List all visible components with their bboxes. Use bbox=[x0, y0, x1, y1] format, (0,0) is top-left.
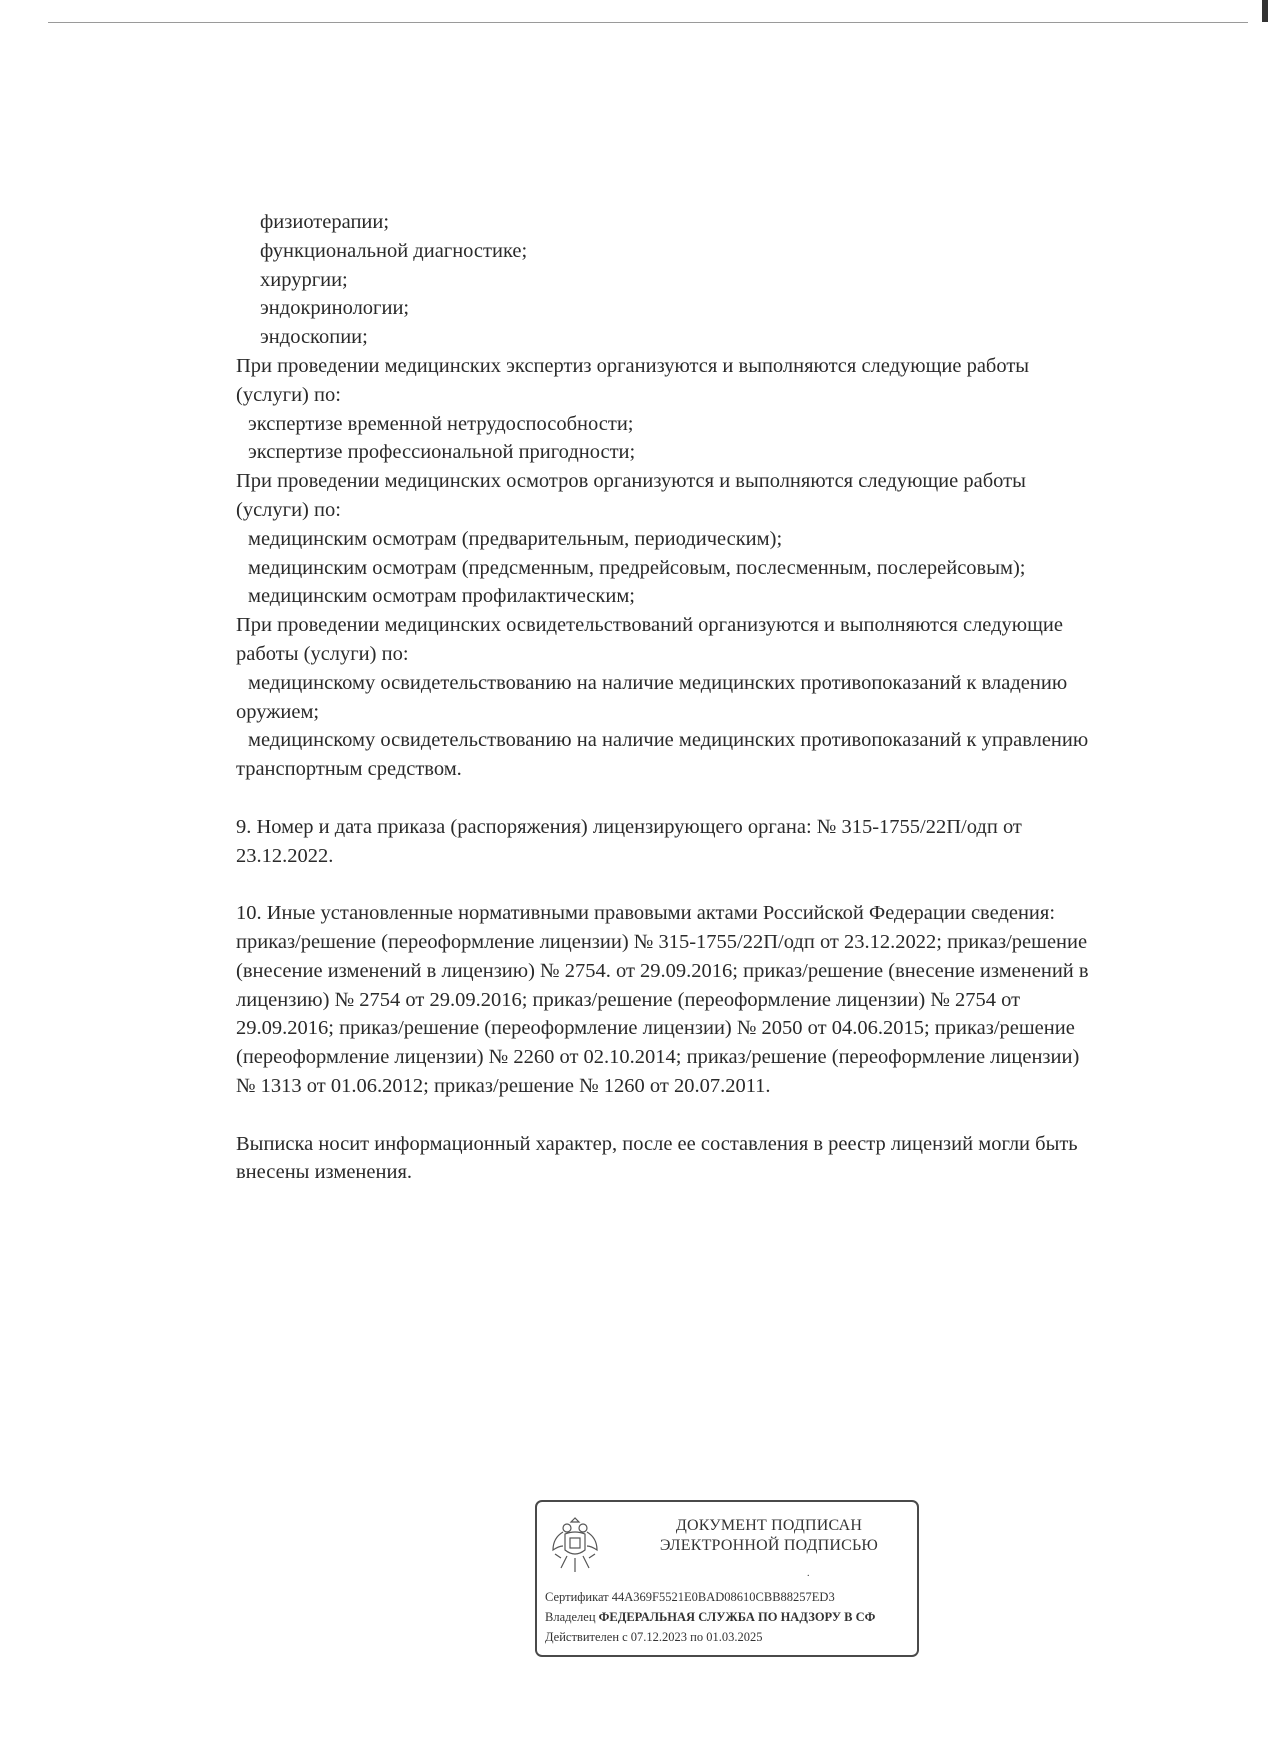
text-line: экспертизе профессиональной пригодности; bbox=[248, 441, 636, 464]
text-line: эндоскопии; bbox=[260, 326, 368, 349]
section-10-other-info bbox=[236, 899, 1216, 1101]
text-line: (внесение изменений в лицензию) № 2754. от 29.09.2016; приказ/решение (внесение изменений в bbox=[236, 959, 1089, 982]
text-line: № 1313 от 01.06.2012; приказ/решение № 1260 от 20.07.2011. bbox=[236, 1074, 771, 1097]
informational-note bbox=[236, 1130, 1216, 1188]
text-line: 9. Номер и дата приказа (распоряжения) лицензирующего органа: № 315-1755/22П/одп от bbox=[236, 815, 1022, 838]
certificate-value: 44A369F5521E0BAD08610CBB88257ED3 bbox=[611, 1590, 835, 1604]
paragraph-gap bbox=[236, 1101, 1216, 1130]
text-line: работы (услуги) по: bbox=[236, 642, 409, 665]
stamp-dot: . bbox=[807, 1568, 810, 1579]
text-line: медицинскому освидетельствованию на наличие медицинских противопоказаний к управлению bbox=[248, 729, 1089, 752]
text-line: приказ/решение (переоформление лицензии) № 315-1755/22П/одп от 23.12.2022; приказ/решение bbox=[236, 930, 1088, 953]
text-line: внесены изменения. bbox=[236, 1161, 412, 1184]
text-line: лицензию) № 2754 от 29.09.2016; приказ/решение (переоформление лицензии) № 2754 от bbox=[236, 988, 1021, 1011]
text-line: медицинскому освидетельствованию на наличие медицинских противопоказаний к владению bbox=[248, 671, 1068, 694]
text-line: хирургии; bbox=[260, 268, 348, 291]
text-line: транспортным средством. bbox=[236, 758, 462, 781]
text-line: (услуги) по: bbox=[236, 498, 341, 521]
stamp-title bbox=[629, 1516, 909, 1556]
certificate-label: Сертификат bbox=[545, 1590, 609, 1604]
text-line: физиотерапии; bbox=[260, 211, 390, 233]
text-line: экспертизе временной нетрудоспособности; bbox=[248, 412, 634, 435]
section-9-order-number bbox=[236, 813, 1216, 871]
stamp-title-line-2: ЭЛЕКТРОННОЙ ПОДПИСЬЮ bbox=[659, 1537, 879, 1554]
text-line: медицинским осмотрам профилактическим; bbox=[248, 585, 635, 608]
stamp-title-line-1: ДОКУМЕНТ ПОДПИСАН bbox=[675, 1517, 863, 1534]
text-line: При проведении медицинских осмотров организуются и выполняются следующие работы bbox=[236, 470, 1026, 493]
document-body bbox=[236, 208, 1216, 1187]
owner-label: Владелец bbox=[545, 1610, 596, 1624]
text-line: медицинским осмотрам (предсменным, предрейсовым, послесменным, послерейсовым); bbox=[248, 556, 1026, 579]
text-line: При проведении медицинских экспертиз организуются и выполняются следующие работы bbox=[236, 354, 1030, 377]
corner-scan-mark bbox=[1262, 0, 1268, 22]
electronic-signature-stamp bbox=[535, 1500, 919, 1657]
certificate-line bbox=[545, 1590, 915, 1605]
text-line: оружием; bbox=[236, 700, 320, 723]
text-line: эндокринологии; bbox=[260, 297, 410, 320]
owner-line bbox=[545, 1610, 915, 1625]
top-scan-rule bbox=[48, 22, 1248, 23]
text-line: При проведении медицинских освидетельствований организуются и выполняются следующие bbox=[236, 614, 1063, 637]
text-line: 10. Иные установленные нормативными правовыми актами Российской Федерации сведения: bbox=[236, 902, 1056, 925]
text-line: (переоформление лицензии) № 2260 от 02.10.2014; приказ/решение (переоформление лицензии) bbox=[236, 1046, 1080, 1069]
double-headed-eagle-emblem-icon bbox=[549, 1514, 601, 1576]
paragraph-gap bbox=[236, 784, 1216, 813]
text-line: 23.12.2022. bbox=[236, 844, 334, 867]
text-line: Выписка носит информационный характер, после ее составления в реестр лицензий могли быть bbox=[236, 1132, 1078, 1155]
text-line: медицинским осмотрам (предварительным, периодическим); bbox=[248, 527, 783, 550]
validity-line: Действителен с 07.12.2023 по 01.03.2025 bbox=[545, 1630, 763, 1644]
services-list bbox=[236, 208, 1216, 784]
owner-value: ФЕДЕРАЛЬНАЯ СЛУЖБА ПО НАДЗОРУ В СФ bbox=[598, 1610, 876, 1624]
paragraph-gap bbox=[236, 870, 1216, 899]
text-line: функциональной диагностике; bbox=[260, 239, 528, 262]
text-line: (услуги) по: bbox=[236, 383, 341, 406]
text-line: 29.09.2016; приказ/решение (переоформление лицензии) № 2050 от 04.06.2015; приказ/решение bbox=[236, 1017, 1075, 1040]
